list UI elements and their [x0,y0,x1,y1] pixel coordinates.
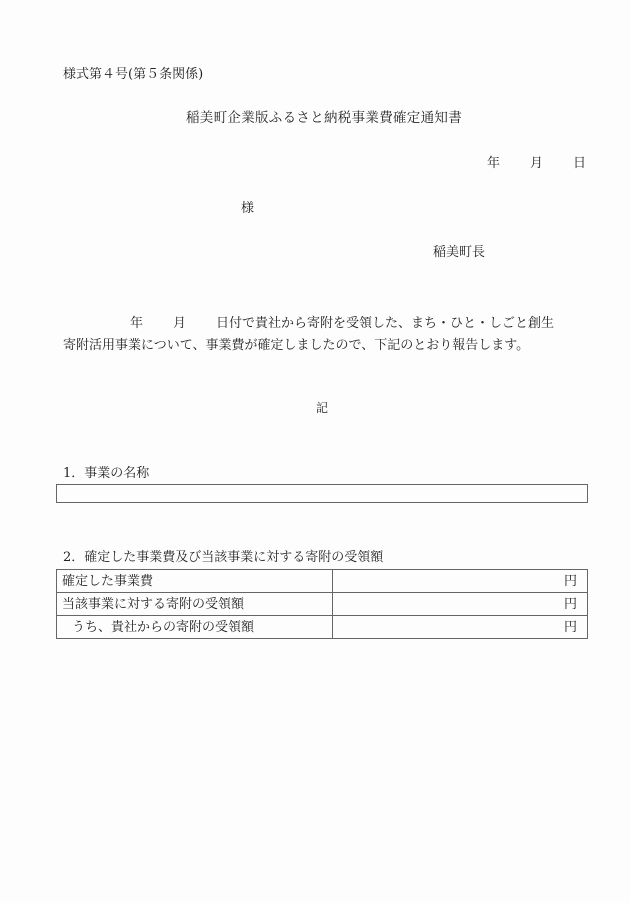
sender-name: 稲美町長 [433,245,486,260]
yen-unit: 円 [563,573,577,589]
body-line-1 [63,313,588,335]
date-month-label: 月 [530,156,544,171]
table-row [57,616,588,639]
yen-unit: 円 [563,619,577,635]
section2-heading: 2．確定した事業費及び当該事業に対する寄附の受領額 [63,550,384,565]
project-name-field[interactable] [56,484,588,503]
body-line-2: 寄附活用事業について、事業費が確定しましたので、下記のとおり報告します。 [63,338,530,353]
body-line-1-text: 日付で貴社から寄附を受領した、まち・ひと・しごと創生 [216,316,555,331]
yen-unit: 円 [563,596,577,612]
document-title: 稲美町企業版ふるさと納税事業費確定通知書 [186,110,462,126]
table-row [57,593,588,616]
donation-received-label: 当該事業に対する寄附の受領額 [57,593,333,616]
confirmed-cost-label: 確定した事業費 [57,570,333,593]
company-donation-label: うち、貴社からの寄附の受領額 [57,616,333,639]
company-donation-field[interactable] [333,616,588,639]
body-year-label: 年 [130,316,144,331]
table-row [57,570,588,593]
date-day-label: 日 [573,156,587,171]
recipient-suffix: 様 [241,201,255,216]
ki-marker: 記 [316,401,329,415]
date-year-label: 年 [487,156,501,171]
body-paragraph [63,313,588,357]
donation-received-field[interactable] [333,593,588,616]
date-line [487,157,586,170]
amounts-table [56,569,588,639]
confirmed-cost-field[interactable] [333,570,588,593]
form-number: 様式第４号(第５条関係) [63,67,204,82]
section1-heading: 1．事業の名称 [63,466,150,481]
body-month-label: 月 [173,316,187,331]
